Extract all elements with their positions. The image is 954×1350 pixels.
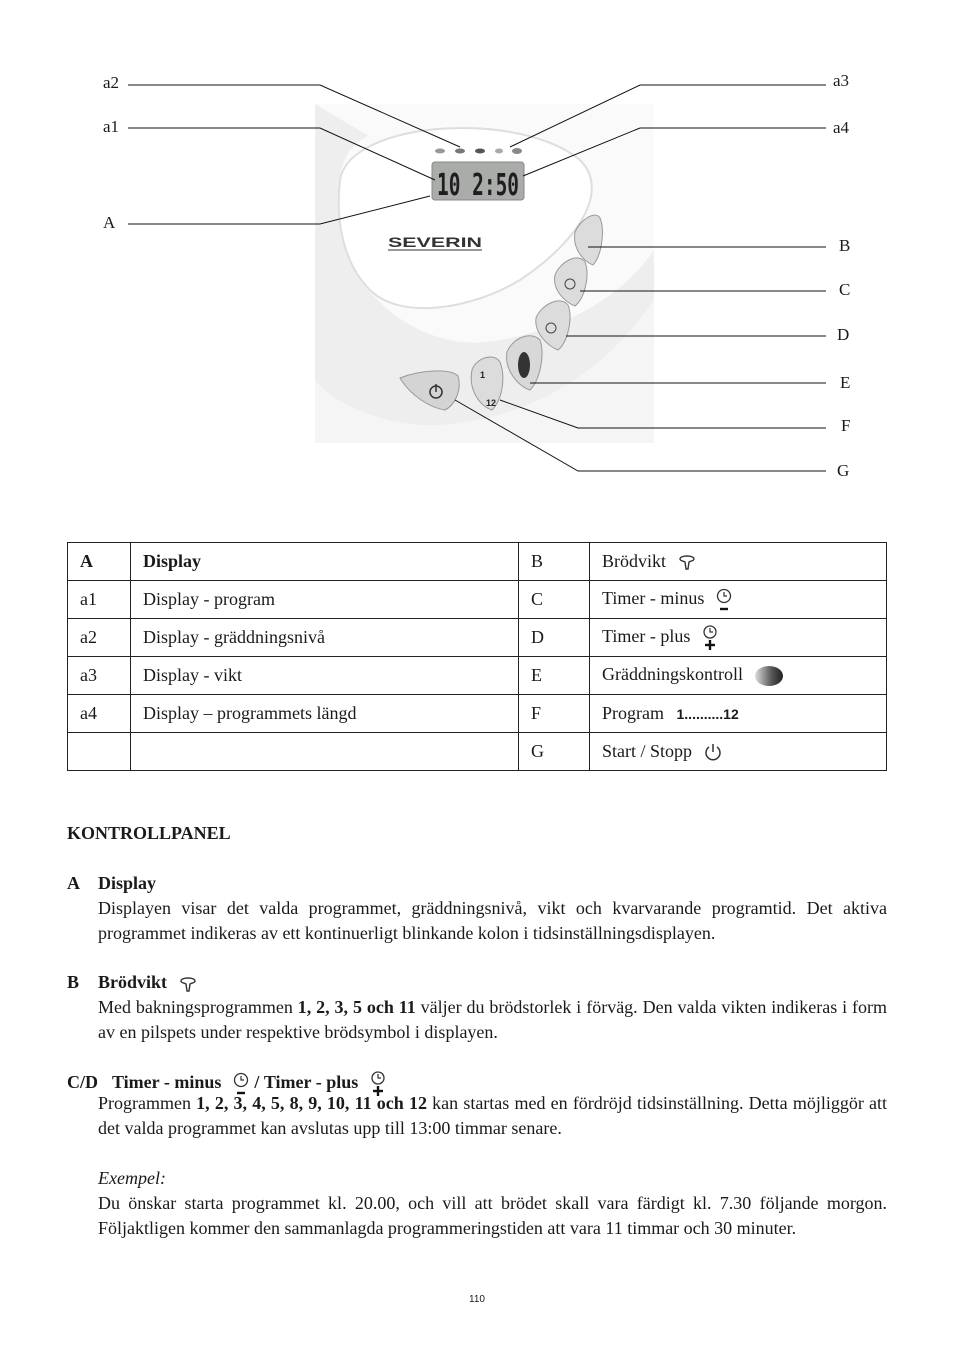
timer-minus-icon — [715, 588, 733, 612]
bread-weight-icon — [178, 974, 198, 994]
example-body: Du önskar starta programmet kl. 20.00, och vill att brödet skall vara färdigt kl. 7.30 följande morgon. Följaktligen kommer den sammanlagda programmeringstiden att vara 11 timmar och 30 minuter. — [98, 1192, 887, 1238]
control-panel-diagram — [0, 0, 954, 500]
table-cell: Display — [131, 543, 519, 581]
bread-weight-icon — [677, 552, 697, 572]
label-A: A — [103, 213, 116, 232]
table-cell: F — [519, 695, 590, 733]
section-title: KONTROLLPANEL — [67, 823, 231, 843]
table-cell — [590, 695, 887, 733]
table-cell: E — [519, 657, 590, 695]
table-cell — [590, 619, 887, 657]
table-cell — [590, 733, 887, 771]
table-cell: A — [68, 543, 131, 581]
label-G: G — [837, 461, 850, 480]
section-heading-text: Brödvikt — [98, 972, 168, 992]
cell-text: Program — [602, 703, 664, 723]
body-text: kan startas med en fördröjd tidsinställning. Detta möjliggör att det valda programmet kan avslutas upp till 13:00 timmar senare. — [98, 1092, 887, 1138]
label-a3: a3 — [833, 71, 850, 90]
cell-text: Timer - plus — [602, 625, 691, 646]
label-a2: a2 — [103, 73, 120, 92]
label-D: D — [837, 325, 850, 344]
table-row — [68, 619, 887, 657]
label-a1: a1 — [103, 117, 120, 136]
label-B: B — [839, 236, 851, 255]
separator: / — [254, 1072, 260, 1092]
section-display — [67, 871, 887, 946]
body-text: Med bakningsprogrammen — [98, 997, 298, 1017]
label-C: C — [839, 280, 851, 299]
label-E: E — [840, 373, 851, 392]
cell-text: Gräddningskontroll — [602, 664, 743, 685]
power-icon — [703, 742, 723, 762]
table-cell: a3 — [68, 657, 131, 695]
section-heading-text: Timer - minus — [112, 1072, 222, 1092]
table-cell: Display - vikt — [131, 657, 519, 695]
brand-logo: SEVERIN — [388, 234, 482, 250]
table-cell: G — [519, 733, 590, 771]
table-row — [68, 657, 887, 695]
lcd-digits: 10 2:50 — [437, 168, 519, 203]
table-cell: a4 — [68, 695, 131, 733]
page-number: 110 — [469, 1294, 485, 1305]
table-cell — [590, 543, 887, 581]
section-weight — [67, 970, 887, 1045]
table-cell: C — [519, 581, 590, 619]
body-bold: 1, 2, 3, 5 och 11 — [297, 997, 416, 1017]
section-heading-text: Display — [98, 873, 157, 893]
program-range: 1..........12 — [676, 706, 739, 722]
cell-text: Brödvikt — [602, 550, 667, 571]
table-cell: Display - gräddningsnivå — [131, 619, 519, 657]
label-a4: a4 — [833, 118, 850, 137]
table-row — [68, 581, 887, 619]
table-cell: a1 — [68, 581, 131, 619]
timer-plus-icon — [701, 625, 719, 651]
table-cell — [68, 733, 131, 771]
body-text: Programmen — [98, 1092, 197, 1113]
section-timer — [67, 1070, 887, 1241]
table-cell — [131, 733, 519, 771]
section-key: C/D — [67, 1072, 98, 1092]
cell-text: Start / Stopp — [602, 740, 693, 761]
label-F: F — [841, 416, 851, 435]
cell-text: Timer - minus — [602, 587, 705, 608]
section-heading-text: Timer - plus — [263, 1072, 359, 1092]
table-cell: D — [519, 619, 590, 657]
svg-text:12: 12 — [486, 398, 497, 408]
section-heading — [67, 821, 887, 846]
parts-table — [67, 542, 887, 771]
section-body — [98, 995, 887, 1045]
browning-control-icon — [754, 665, 784, 687]
section-body — [98, 1091, 887, 1141]
svg-text:1: 1 — [480, 370, 486, 380]
section-body: Displayen visar det valda programmet, gräddningsnivå, vikt och kvarvarande programtid. Det aktiva programmet indikeras av ett kontinuerligt blinkande kolon i tidsinställningsdisplayen. — [98, 898, 887, 943]
body-bold: 1, 2, 3, 4, 5, 8, 9, 10, 11 och 12 — [196, 1092, 427, 1113]
table-cell: B — [519, 543, 590, 581]
table-row — [68, 695, 887, 733]
section-key: B — [67, 972, 80, 992]
table-cell: a2 — [68, 619, 131, 657]
table-row — [68, 543, 887, 581]
body-text: väljer du brödstorlek i förväg. Den valda vikten indikeras i form av en pilspets under respektive brödsymbol i displayen. — [98, 997, 887, 1042]
table-cell — [590, 581, 887, 619]
table-row — [68, 733, 887, 771]
section-key: A — [67, 873, 80, 893]
table-cell: Display - program — [131, 581, 519, 619]
table-cell: Display – programmets längd — [131, 695, 519, 733]
table-cell — [590, 657, 887, 695]
example-title: Exempel: — [98, 1167, 166, 1188]
